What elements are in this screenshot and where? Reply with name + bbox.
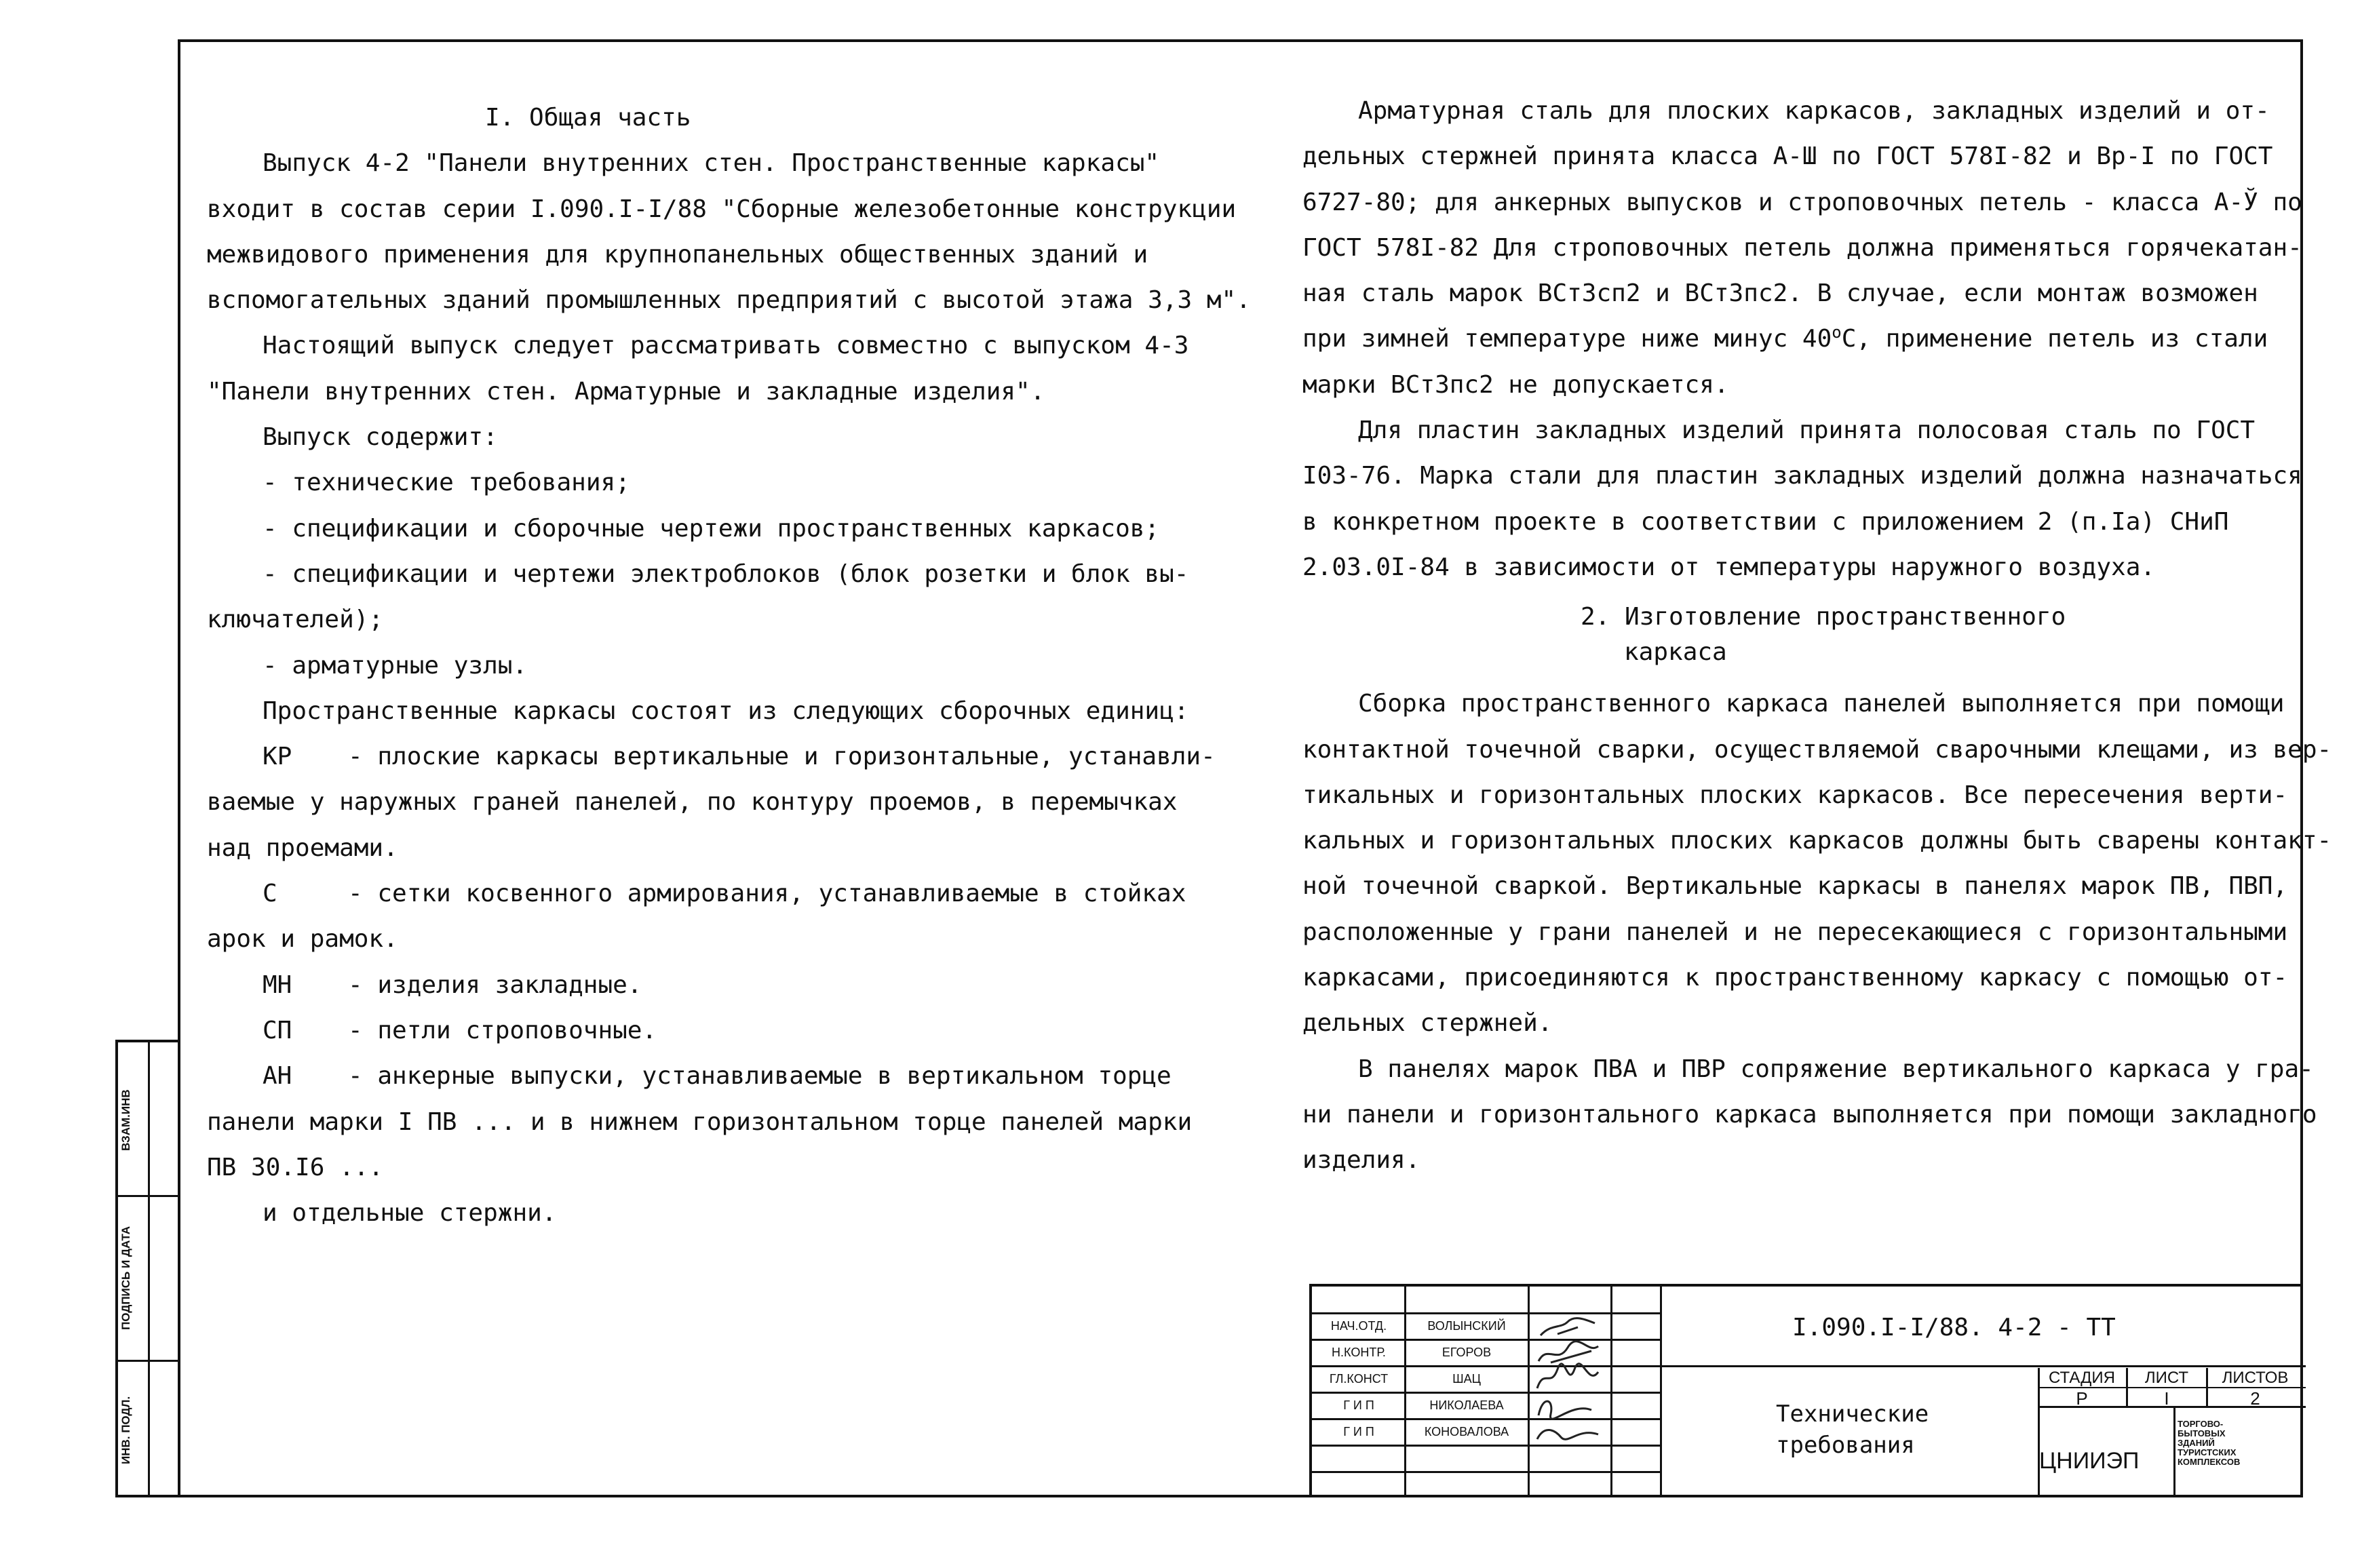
definition-text: - сетки косвенного армирования, устанавливаемые в стойках: [348, 880, 1186, 908]
definition-text: - анкерные выпуски, устанавливаемые в вертикальном торце: [348, 1062, 1172, 1091]
text-line: контактной точечной сварки, осуществляемой сварочными клещами, из вер-: [1302, 735, 2332, 764]
section-2-heading-line1: 2. Изготовление пространственного: [1581, 603, 2066, 631]
text-line: вспомогательных зданий промышленных предприятий с высотой этажа 3,3 м".: [207, 286, 1251, 315]
text-line: [1302, 316, 2279, 361]
text-line: ваемые у наружных граней панелей, по контуру проемов, в перемычках: [207, 788, 1178, 817]
sheets-header: ЛИСТОВ: [2222, 1369, 2289, 1387]
org-desc-line: ТУРИСТСКИХ: [2178, 1447, 2237, 1457]
text-line: ПВ 30.I6 ...: [207, 1153, 384, 1181]
list-item: - спецификации и чертежи электроблоков (блок розетки и блок вы-: [263, 560, 1189, 588]
vzam-inv-label: ВЗАМ.ИНВ: [119, 1089, 132, 1152]
text-fragment: С, применение петель из стали: [1841, 325, 2268, 353]
organization-description: [2178, 1419, 2240, 1467]
text-line: Настоящий выпуск следует рассматривать совместно с выпуском 4-3: [263, 332, 1189, 360]
definition-text: - петли строповочные.: [348, 1016, 657, 1044]
text-fragment: при зимней температуре ниже минус 40: [1302, 325, 1832, 353]
text-line: каркасами, присоединяются к пространственному каркасу с помощью от-: [1302, 964, 2288, 992]
text-line: арок и рамок.: [207, 925, 398, 954]
role-cell: Г И П: [1343, 1398, 1374, 1412]
text-line: марки ВСт3пс2 не допускается.: [1302, 370, 1729, 399]
text-line: Сборка пространственного каркаса панелей выполняется при помощи: [1358, 690, 2285, 718]
text-line: дельных стержней принята класса А-Ш по ГОСТ 578I-82 и Вр-I по ГОСТ: [1302, 142, 2273, 171]
definition-row: [207, 962, 1170, 1008]
abbr-c: С: [263, 880, 277, 908]
document-code: I.090.I-I/88. 4-2 - ТТ: [1792, 1314, 2116, 1341]
text-line: Выпуск 4-2 "Панели внутренних стен. Пространственные каркасы": [263, 149, 1160, 178]
text-line: кальных и горизонтальных плоских каркасов должны быть сварены контакт-: [1302, 827, 2332, 855]
list-item: - спецификации и сборочные чертежи пространственных каркасов;: [263, 514, 1160, 543]
name-cell: ЕГОРОВ: [1442, 1346, 1492, 1359]
stage-value: Р: [2076, 1388, 2088, 1409]
text-line: над проемами.: [207, 834, 398, 862]
side-stamp: [115, 1040, 180, 1497]
text-line: ключателей);: [207, 606, 384, 634]
text-line: изделия.: [1302, 1146, 1420, 1175]
right-column: [1302, 88, 2332, 1183]
text-line: тикальных и горизонтальных плоских каркасов. Все пересечения верти-: [1302, 781, 2288, 809]
role-cell: НАЧ.ОТД.: [1330, 1319, 1387, 1333]
definition-row: [207, 734, 1216, 779]
title-block: [1309, 1284, 2303, 1497]
signatures-graphic: [1530, 1314, 1609, 1447]
text-line: входит в состав серии I.090.I-I/88 "Сборные железобетонные конструкции: [207, 195, 1237, 223]
org-desc-line: КОМПЛЕКСОВ: [2178, 1457, 2241, 1467]
role-cell: Н.КОНТР.: [1332, 1346, 1386, 1359]
side-stamp-divider: [118, 1195, 180, 1197]
list-item: - арматурные узлы.: [263, 651, 528, 680]
definition-text: - плоские каркасы вертикальные и горизонтальные, устанавли-: [348, 743, 1216, 771]
definition-row: [207, 1053, 1170, 1099]
name-cell: ВОЛЫНСКИЙ: [1427, 1319, 1506, 1333]
org-desc-line: ТОРГОВО-: [2178, 1419, 2224, 1429]
document-title-line2: требования: [1776, 1432, 1915, 1459]
role-cell: Г И П: [1343, 1425, 1374, 1438]
text-line: и отдельные стержни.: [263, 1199, 557, 1228]
text-line: "Панели внутренних стен. Арматурные и закладные изделия".: [207, 377, 1045, 406]
org-desc-line: ЗДАНИЙ: [2178, 1438, 2215, 1448]
abbr-sp: СП: [263, 1016, 292, 1044]
sheet-header: ЛИСТ: [2144, 1369, 2189, 1387]
role-cell: ГЛ.КОНСТ: [1329, 1372, 1389, 1386]
side-stamp-divider: [118, 1360, 180, 1362]
signature-date-label: ПОДПИСЬ И ДАТА: [119, 1226, 132, 1331]
sheets-value: 2: [2250, 1388, 2260, 1409]
text-line: 6727-80; для анкерных выпусков и строповочных петель - класса А-Ў по: [1302, 188, 2302, 216]
name-cell: НИКОЛАЕВА: [1429, 1398, 1504, 1412]
text-line: ная сталь марок ВСт3сп2 и ВСт3пс2. В случае, если монтаж возможен: [1302, 279, 2258, 308]
inv-podl-label: ИНВ. ПОДЛ.: [119, 1396, 132, 1465]
text-line: в конкретном проекте в соответствии с приложением 2 (п.Iа) СНиП: [1302, 507, 2229, 536]
text-line: межвидового применения для крупнопанельных общественных зданий и: [207, 240, 1148, 269]
abbr-mn: МН: [263, 971, 292, 999]
text-line: ГОСТ 578I-82 Для строповочных петель должна применяться горячекатан-: [1302, 233, 2302, 262]
section-2-heading: [1302, 600, 2279, 670]
text-line: ной точечной сваркой. Вертикальные каркасы в панелях марок ПВ, ПВП,: [1302, 872, 2288, 901]
abbr-an: АН: [263, 1062, 292, 1091]
text-line: дельных стержней.: [1302, 1009, 1553, 1038]
text-line: В панелях марок ПВА и ПВР сопряжение вертикального каркаса у гра-: [1358, 1055, 2314, 1083]
document-title-line1: Технические: [1776, 1400, 1929, 1428]
section-1-heading: I. Общая часть: [485, 104, 691, 132]
sheet-value: I: [2164, 1388, 2169, 1409]
definition-text: - изделия закладные.: [348, 971, 642, 999]
text-line: 2.03.0I-84 в зависимости от температуры наружного воздуха.: [1302, 553, 2156, 581]
definition-row: [207, 871, 1186, 916]
text-line: ни панели и горизонтального каркаса выполняется при помощи закладного: [1302, 1100, 2317, 1129]
section-2-heading-line2: каркаса: [1624, 638, 1727, 667]
definition-row: [207, 1008, 1170, 1053]
organization-name: ЦНИИЭП: [2039, 1448, 2140, 1474]
org-desc-line: БЫТОВЫХ: [2178, 1428, 2226, 1438]
degree-sign: о: [1832, 323, 1842, 342]
list-item: - технические требования;: [263, 469, 630, 497]
text-line: Выпуск содержит:: [263, 423, 498, 452]
name-cell: КОНОВАЛОВА: [1424, 1425, 1509, 1438]
stage-header: СТАДИЯ: [2048, 1369, 2116, 1387]
text-line: Арматурная сталь для плоских каркасов, закладных изделий и от-: [1358, 97, 2270, 125]
left-column: [207, 95, 1251, 1236]
text-line: панели марки I ПВ ... и в нижнем горизонтальном торце панелей марки: [207, 1108, 1193, 1136]
text-line: Пространственные каркасы состоят из следующих сборочных единиц:: [263, 697, 1189, 725]
document-title: [1776, 1398, 1929, 1461]
text-line: I03-76. Марка стали для пластин закладных изделий должна назначаться: [1302, 462, 2302, 490]
text-line: расположенные у грани панелей и не пересекающиеся с горизонтальными: [1302, 918, 2288, 946]
text-line: Для пластин закладных изделий принята полосовая сталь по ГОСТ: [1358, 416, 2256, 445]
name-cell: ШАЦ: [1452, 1372, 1481, 1386]
abbr-kr: КР: [263, 743, 292, 771]
